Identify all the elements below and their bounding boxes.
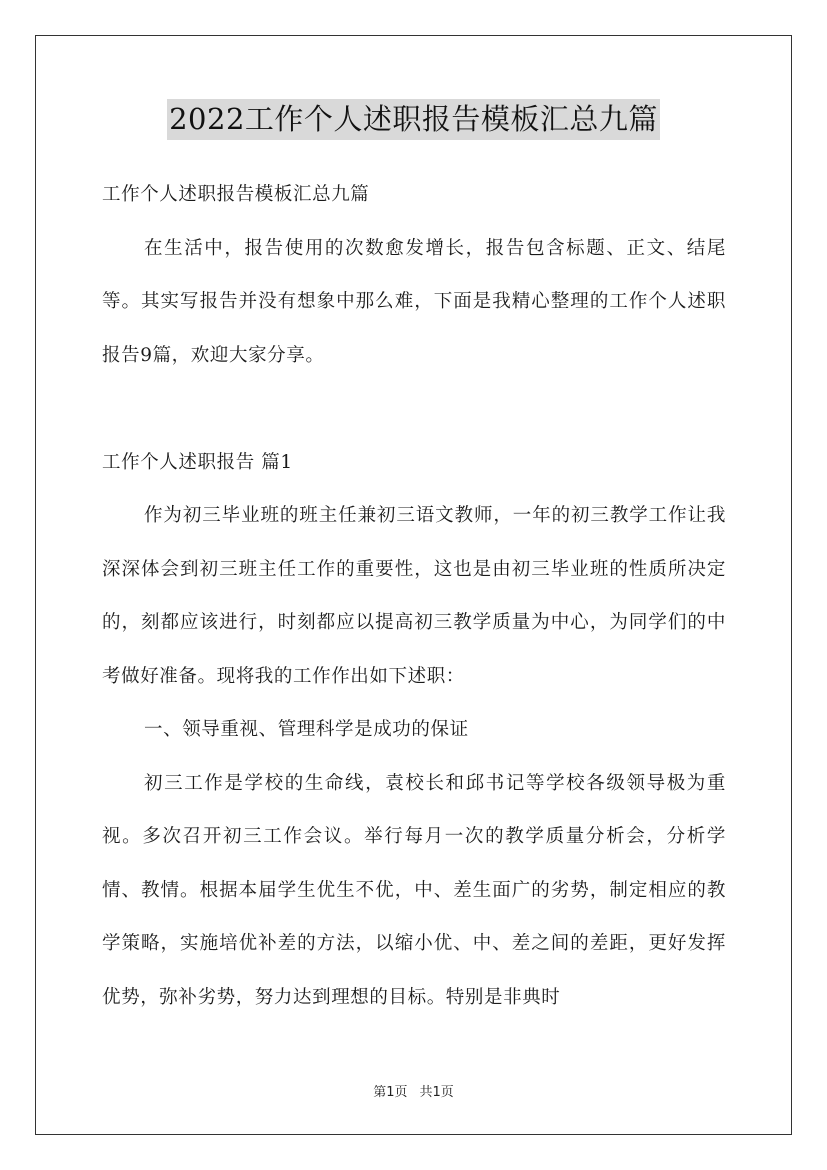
body-paragraph: 初三工作是学校的生命线，袁校长和邱书记等学校各级领导极为重视。多次召开初三工作会议。举行每月一次的教学质量分析会，分析学情、教情。根据本届学生优生不优，中、差生面广的劣势，制定相应的教学策略，实施培优补差的方法，以缩小优、中、差之间的差距，更好发挥优势，弥补劣势，努力达到理想的目标。特别是非典时 <box>102 772 726 1008</box>
subtitle-paragraph: 工作个人述职报告模板汇总九篇 <box>102 184 370 205</box>
title-wrap <box>0 99 827 140</box>
page-number: 第1页 <box>373 1085 408 1100</box>
document-body <box>102 168 726 1024</box>
section-heading: 工作个人述职报告 篇1 <box>102 451 293 473</box>
document-title: 2022工作个人述职报告模板汇总九篇 <box>167 99 660 140</box>
page-total: 共1页 <box>419 1085 454 1100</box>
page-footer <box>0 1084 827 1102</box>
subheading-paragraph: 一、领导重视、管理科学是成功的保证 <box>144 719 469 740</box>
body-paragraph: 作为初三毕业班的班主任兼初三语文教师，一年的初三教学工作让我深深体会到初三班主任工作的重要性，这也是由初三毕业班的性质所决定的，刻都应该进行，时刻都应以提高初三教学质量为中心，为同学们的中考做好准备。现将我的工作作出如下述职： <box>102 505 726 687</box>
paragraph-gap <box>102 382 726 436</box>
intro-paragraph: 在生活中，报告使用的次数愈发增长，报告包含标题、正文、结尾等。其实写报告并没有想象中那么难，下面是我精心整理的工作个人述职报告9篇，欢迎大家分享。 <box>102 237 726 366</box>
